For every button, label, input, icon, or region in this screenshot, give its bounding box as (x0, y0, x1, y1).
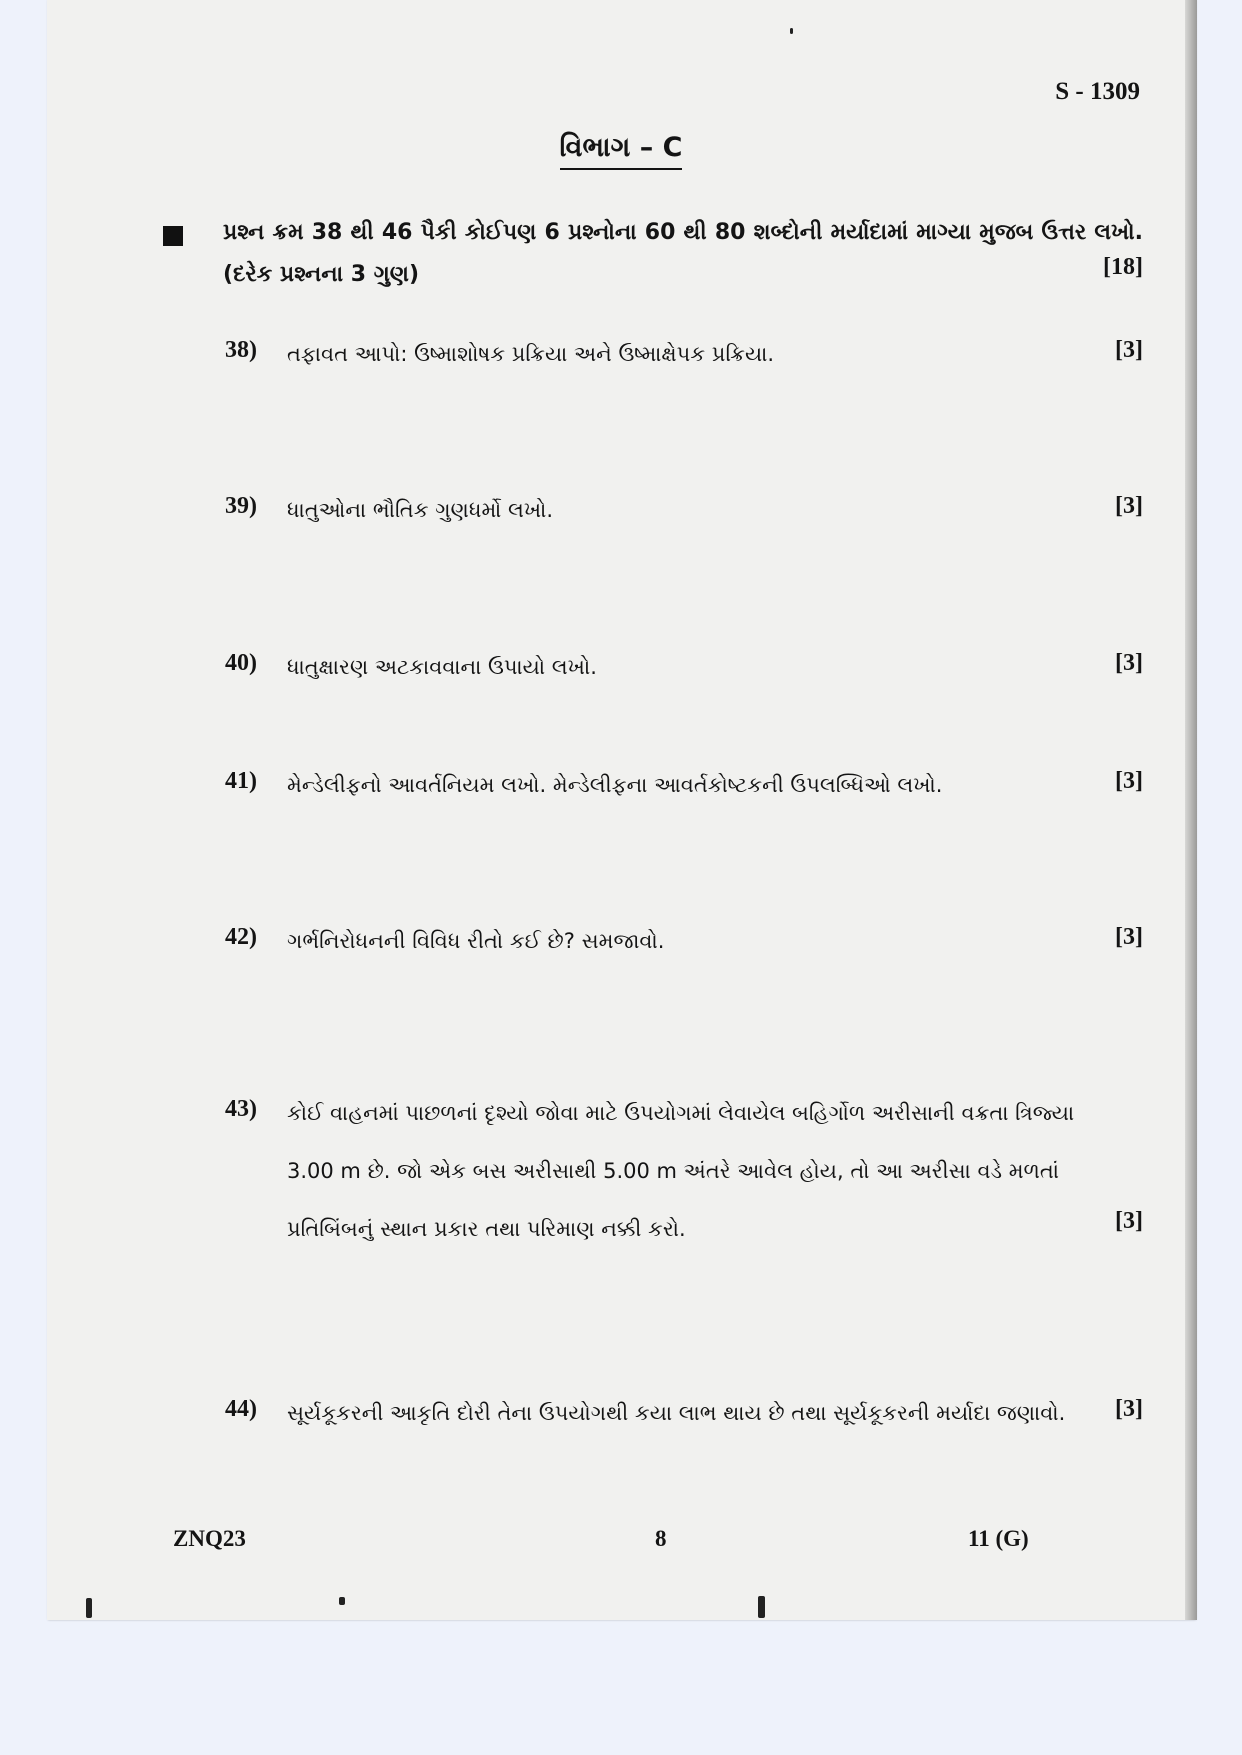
section-heading (0, 132, 1242, 170)
question-marks: [3] (1115, 650, 1143, 676)
question-marks: [3] (1115, 768, 1143, 794)
section-heading-text: વિભાગ – C (560, 132, 683, 170)
question-number: 44) (225, 1396, 257, 1422)
question-number: 43) (225, 1096, 257, 1122)
scan-speck (86, 1598, 92, 1618)
question-number: 38) (225, 337, 257, 363)
question-text: સૂર્યકૂકરની આકૃતિ દોરી તેના ઉપયોગથી કયા લાભ થાય છે તથા સૂર્યકૂકરની મર્યાદા જણાવો. (287, 1401, 1066, 1425)
sheet-edge-shadow (1185, 0, 1197, 1620)
question-text: કોઈ વાહનમાં પાછળનાં દૃશ્યો જોવા માટે ઉપયોગમાં લેવાયેલ બહિર્ગોળ અરીસાની વક્રતા ત્રિજ્યા 3.00 m છે. જો એક બસ અરીસાથી 5.00 m અંતરે આવેલ હોય, તો આ અરીસા વડે મળતાં પ્રતિબિંબનું સ્થાન પ્રકાર તથા પરિમાણ નક્કી કરો. (287, 1101, 1075, 1241)
question-text: ધાતુઓના ભૌતિક ગુણધર્મો લખો. (287, 498, 554, 522)
footer-page-number: 8 (655, 1526, 667, 1551)
question-marks: [3] (1115, 1396, 1143, 1422)
question-text: મેન્ડેલીફનો આવર્તનિયમ લખો. મેન્ડેલીફના આવર્તકોષ્ટકની ઉપલબ્ધિઓ લખો. (287, 773, 943, 797)
footer-paper-code: ZNQ23 (173, 1526, 246, 1551)
scan-speck (758, 1596, 765, 1618)
instruction-text: પ્રશ્ન ક્રમ 38 થી 46 પૈકી કોઈપણ 6 પ્રશ્નોના 60 થી 80 શબ્દોની મર્યાદામાં માગ્યા મુજબ ઉત્તર લખો. (દરેક પ્રશ્નના 3 ગુણ) (223, 220, 1143, 287)
question-number: 39) (225, 493, 257, 519)
question-text: તફાવત આપો: ઉષ્માશોષક પ્રક્રિયા અને ઉષ્માક્ષેપક પ્રક્રિયા. (287, 342, 775, 366)
square-bullet-icon (163, 226, 183, 246)
paper-code: S - 1309 (1055, 78, 1140, 105)
question-number: 41) (225, 768, 257, 794)
question-text: ગર્ભનિરોધનની વિવિધ રીતો કઈ છે? સમજાવો. (287, 929, 665, 953)
question-marks: [3] (1115, 493, 1143, 519)
footer-series: 11 (G) (968, 1526, 1029, 1551)
question-text: ધાતુક્ષારણ અટકાવવાના ઉપાયો લખો. (287, 655, 597, 679)
question-marks: [3] (1115, 1208, 1143, 1234)
question-marks: [3] (1115, 337, 1143, 363)
question-number: 40) (225, 650, 257, 676)
question-number: 42) (225, 924, 257, 950)
scan-speck (339, 1597, 345, 1605)
instruction-marks: [18] (1103, 254, 1143, 280)
scan-speck (790, 28, 793, 34)
question-marks: [3] (1115, 924, 1143, 950)
